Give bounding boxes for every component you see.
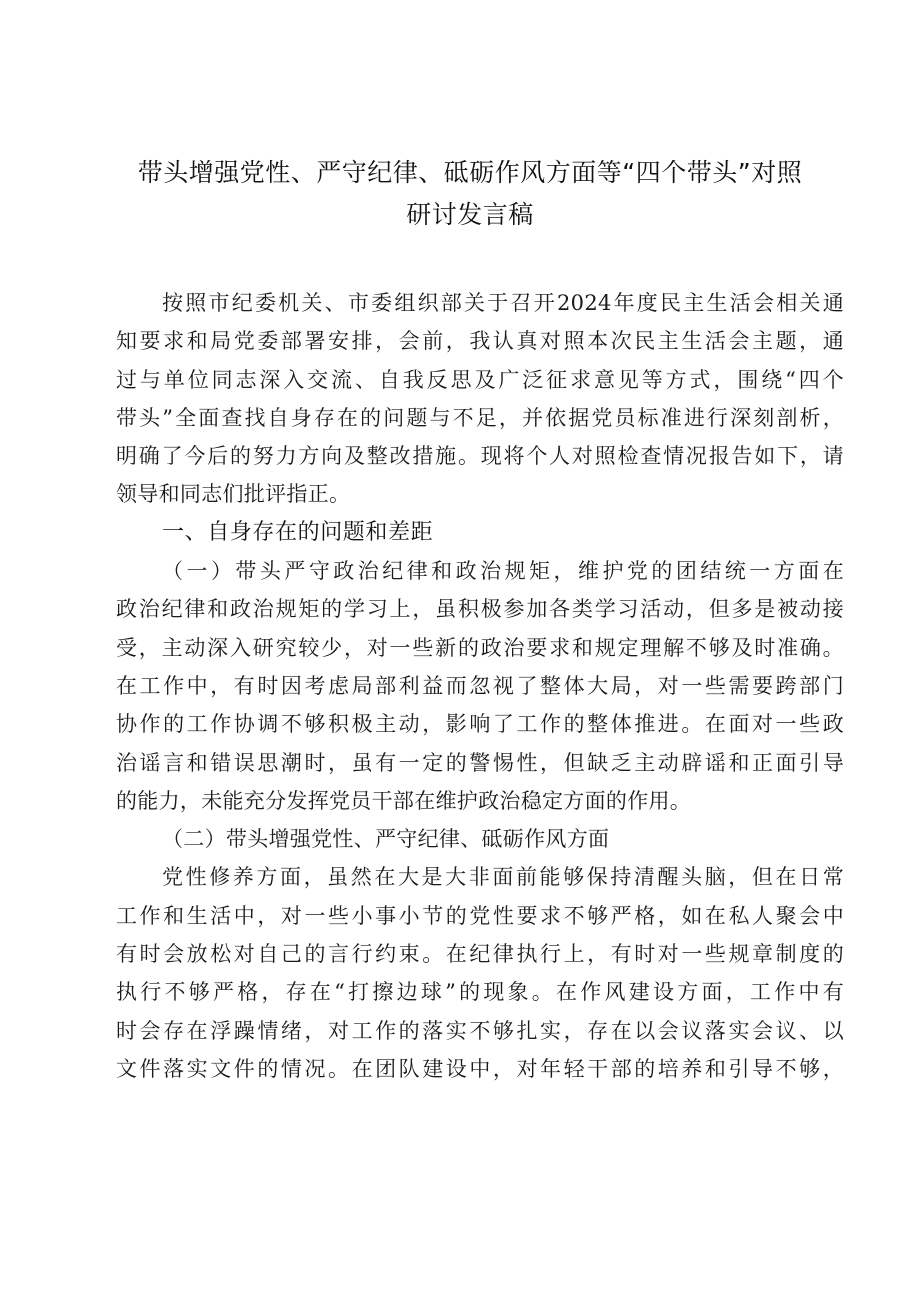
title-line-1: 带头增强党性、严守纪律、砥砺作风方面等“四个带头”对照 <box>137 158 803 187</box>
sub1-line-1: （一）带头严守政治纪律和政治规矩，维护党的团结统一方面在 <box>162 559 844 584</box>
subsection-2-paragraph <box>116 858 844 1088</box>
sub1-line-7: 的能力，未能充分发挥党员干部在维护政治稳定方面的作用。 <box>116 788 692 813</box>
subsection-heading-2: （二）带头增强党性、严守纪律、砥砺作风方面 <box>162 827 610 852</box>
sub1-line-2: 政治纪律和政治规矩的学习上，虽积极参加各类学习活动，但多是被动接 <box>116 597 844 622</box>
intro-line-4: 带头”全面查找自身存在的问题与不足，并依据党员标准进行深刻剖析， <box>116 405 844 430</box>
intro-line-2: 知要求和局党委部署安排，会前，我认真对照本次民主生活会主题，通 <box>116 329 844 354</box>
intro-line-1: 按照市纪委机关、市委组织部关于召开2024年度民主生活会相关通 <box>162 291 844 315</box>
sub2-line-4: 执行不够严格，存在“打擦边球”的现象。在作风建设方面，工作中有 <box>116 980 844 1005</box>
sub1-line-6: 治谣言和错误思潮时，虽有一定的警惕性，但缺乏主动辟谣和正面引导 <box>116 750 844 775</box>
section-heading-1: 一、自身存在的问题和差距 <box>162 519 434 545</box>
intro-line-6: 领导和同志们批评指正。 <box>116 482 351 507</box>
sub2-line-1: 党性修养方面，虽然在大是大非面前能够保持清醒头脑，但在日常 <box>162 865 844 890</box>
sub2-line-6: 文件落实文件的情况。在团队建设中，对年轻干部的培养和引导不够， <box>116 1056 844 1081</box>
intro-line-3: 过与单位同志深入交流、自我反思及广泛征求意见等方式，围绕“四个 <box>116 367 844 392</box>
subsection-1-paragraph <box>116 552 844 820</box>
sub2-line-2: 工作和生活中，对一些小事小节的党性要求不够严格，如在私人聚会中 <box>116 903 844 928</box>
sub2-line-3: 有时会放松对自己的言行约束。在纪律执行上，有时对一些规章制度的 <box>116 942 844 967</box>
sub2-line-5: 时会存在浮躁情绪，对工作的落实不够扎实，存在以会议落实会议、以 <box>116 1018 844 1043</box>
title-line-2: 研讨发言稿 <box>406 200 534 229</box>
sub1-line-5: 协作的工作协调不够积极主动，影响了工作的整体推进。在面对一些政 <box>116 712 844 737</box>
intro-paragraph <box>116 284 844 514</box>
sub1-line-3: 受，主动深入研究较少，对一些新的政治要求和规定理解不够及时准确。 <box>116 635 844 660</box>
sub1-line-4: 在工作中，有时因考虑局部利益而忽视了整体大局，对一些需要跨部门 <box>116 673 844 698</box>
document-body <box>116 284 844 1088</box>
intro-line-5: 明确了今后的努力方向及整改措施。现将个人对照检查情况报告如下，请 <box>116 444 844 469</box>
document-title <box>100 152 840 236</box>
